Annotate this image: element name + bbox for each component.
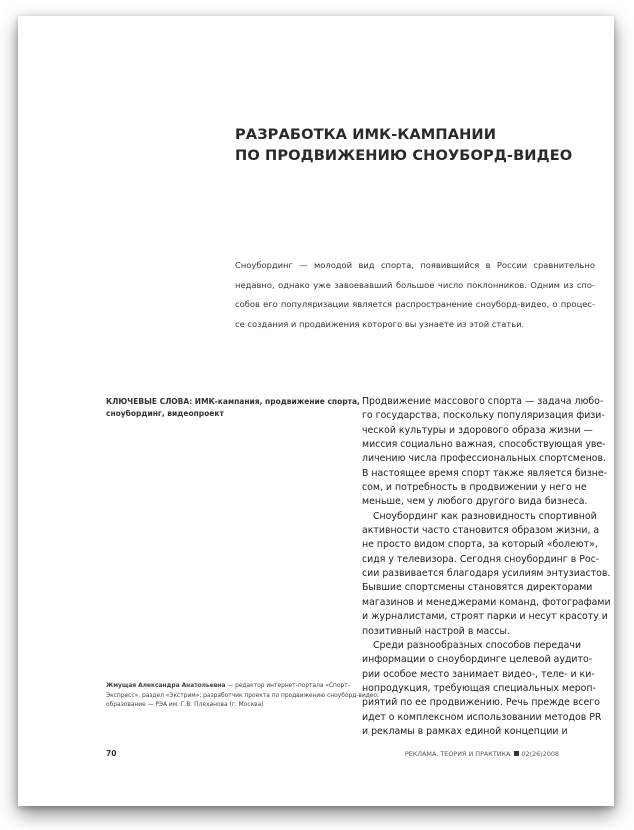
author-bio-line: образование — РЭА им. Г.В. Плеханова (г. Москва) (106, 702, 264, 708)
lead-line: се создания и продвижения которого вы узнаете из этой статьи. (235, 318, 525, 329)
body-line: сидя у телевизора. Сегодня сноубординг в Рос- (362, 553, 600, 565)
body-line: идет о комплексном использовании методов PR (362, 711, 602, 723)
article-title-line-2: ПО ПРОДВИЖЕНИЮ СНОУБОРД-ВИДЕО (235, 147, 573, 164)
lead-line: собов его популяризации является распространение сноуборд-видео, о процес- (235, 299, 595, 309)
author-bio (106, 682, 379, 711)
body-line: Среди разнообразных способов передачи (373, 639, 582, 651)
body-line: меньше, чем у любого другого вида бизнеса. (362, 496, 588, 508)
body-line: активности часто становится образом жизни, а (362, 525, 600, 537)
body-line: В настоящее время спорт также является бизне- (362, 467, 607, 479)
body-line: позитивный настрой в массы. (362, 625, 510, 637)
body-line: не просто видом спорта, за который «болеют», (362, 539, 598, 551)
author-bio-line: Экспресс», раздел «Экстрим»; разработчик проекта по продвижению сноуборд-видео; (106, 692, 379, 699)
body-line: информации о сноубординге целевой аудито- (362, 654, 593, 666)
body-line: нопродукция, требующая специальных мероп- (362, 682, 596, 694)
keywords-block (106, 396, 360, 419)
author-name: Жмущая Александра Анатольевна (106, 683, 226, 689)
magazine-page (18, 16, 614, 806)
journal-footer (405, 750, 559, 758)
keywords-line: КЛЮЧЕВЫЕ СЛОВА: ИМК-кампания, продвижение спорта, (106, 397, 360, 406)
page-number: 70 (106, 749, 117, 758)
body-line: личению числа профессиональных спортсменов. (362, 453, 606, 465)
body-line: ческой культуры и здорового образа жизни — (362, 424, 593, 436)
author-bio-line: — редактор интернет-портала «Спорт- (225, 683, 350, 689)
keywords-line: сноубординг, видеопроект (106, 408, 224, 418)
body-line: и рекламы в рамках единой концепции и (362, 725, 568, 737)
body-line: миссия социально важная, способствующая уве- (362, 439, 606, 451)
journal-issue: 02(26)2008 (521, 750, 559, 758)
body-line: рии особое место занимает видео-, теле- и ки- (362, 668, 595, 680)
body-line: магазинов и менеджерами команд, фотографами (362, 596, 611, 608)
article-title-line-1: РАЗРАБОТКА ИМК-КАМПАНИИ (235, 126, 497, 143)
lead-line: недавно, однако уже завоевавший большое число поклонников. Одним из спо- (235, 279, 595, 290)
article-body (362, 395, 611, 739)
body-line: сии развивается благодаря усилиям энтузиастов. (362, 568, 611, 580)
body-line: риятий по ее продвижению. Речь прежде всего (362, 697, 600, 709)
journal-name: РЕКЛАМА. ТЕОРИЯ И ПРАКТИКА (404, 750, 511, 758)
body-line: Продвижение массового спорта — задача любо- (362, 396, 604, 407)
body-line: Сноубординг как разновидность спортивной (373, 510, 597, 522)
square-bullet-icon (514, 751, 519, 756)
article-lead (235, 256, 595, 334)
body-line: и журналистами, строят парки и несут красоту и (362, 611, 608, 623)
body-line: го государства, поскольку популяризация физи- (362, 410, 605, 422)
body-line: Бывшие спортсмены становятся директорами (362, 582, 593, 594)
lead-line: Сноубординг — молодой вид спорта, появившийся в России сравнительно (235, 260, 595, 270)
body-line: сом, и потребность в продвижении у него не (362, 482, 587, 494)
article-title (235, 124, 595, 166)
